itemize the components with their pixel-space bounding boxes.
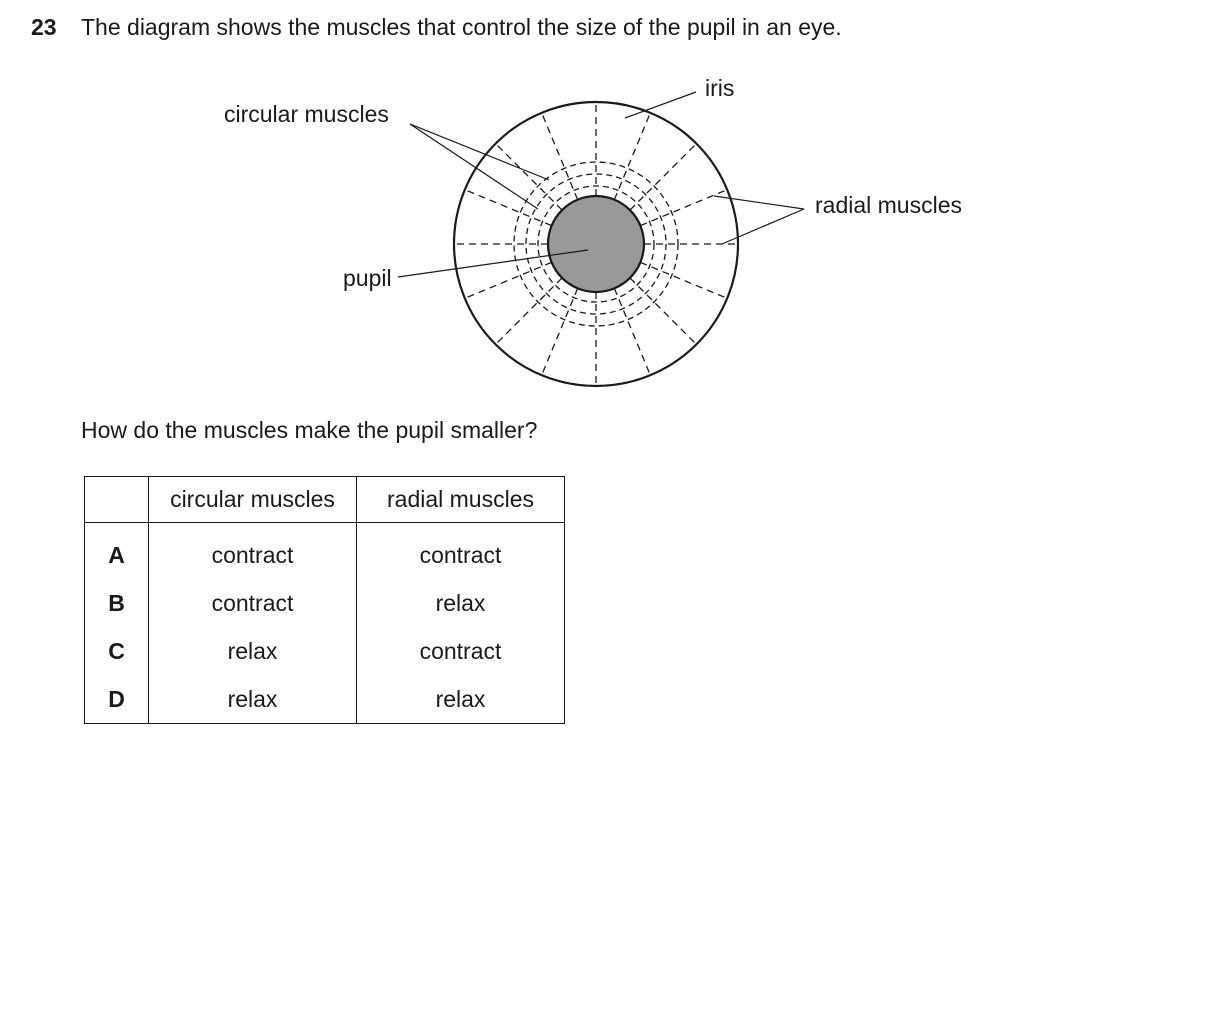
radial-muscles-label: radial muscles: [815, 192, 962, 218]
radial-muscle-line: [466, 190, 552, 226]
radial-muscle-line: [640, 262, 726, 298]
table-row: [85, 627, 565, 675]
pupil-label: pupil: [343, 265, 392, 291]
header-circular-muscles: circular muscles: [149, 477, 357, 523]
radial-muscle-line: [542, 114, 578, 200]
radial-muscle-line: [640, 190, 726, 226]
table-row: [85, 675, 565, 724]
circular-cell: relax: [149, 627, 357, 675]
eye-diagram: [0, 0, 1209, 410]
circular-cell: contract: [149, 523, 357, 580]
radial-cell: contract: [357, 523, 565, 580]
pupil-shape: [548, 196, 644, 292]
iris-label: iris: [705, 75, 735, 101]
radial-muscles-leader-line: [714, 196, 804, 209]
radial-cell: relax: [357, 675, 565, 724]
question-number: 23: [31, 14, 57, 40]
option-label: C: [85, 627, 149, 675]
question-prompt: How do the muscles make the pupil smaller?: [81, 417, 538, 443]
circular-cell: contract: [149, 579, 357, 627]
header-blank: [85, 477, 149, 523]
radial-muscle-line: [614, 288, 650, 374]
radial-cell: relax: [357, 579, 565, 627]
header-radial-muscles: radial muscles: [357, 477, 565, 523]
iris-leader-line: [625, 92, 696, 118]
radial-muscle-line: [614, 114, 650, 200]
radial-muscle-line: [630, 278, 696, 344]
radial-muscle-line: [496, 278, 562, 344]
table-row: [85, 523, 565, 580]
radial-muscle-line: [542, 288, 578, 374]
circular-muscles-label: circular muscles: [224, 101, 389, 127]
table-row: [85, 579, 565, 627]
circular-cell: relax: [149, 675, 357, 724]
radial-muscle-line: [466, 262, 552, 298]
radial-muscle-line: [496, 144, 562, 210]
radial-muscle-line: [630, 144, 696, 210]
option-label: D: [85, 675, 149, 724]
option-label: B: [85, 579, 149, 627]
question-text: The diagram shows the muscles that control the size of the pupil in an eye.: [81, 14, 842, 40]
table-header-row: [85, 477, 565, 523]
radial-cell: contract: [357, 627, 565, 675]
option-label: A: [85, 523, 149, 580]
answer-table: [84, 476, 565, 724]
circular-muscles-leader-line: [410, 124, 549, 180]
